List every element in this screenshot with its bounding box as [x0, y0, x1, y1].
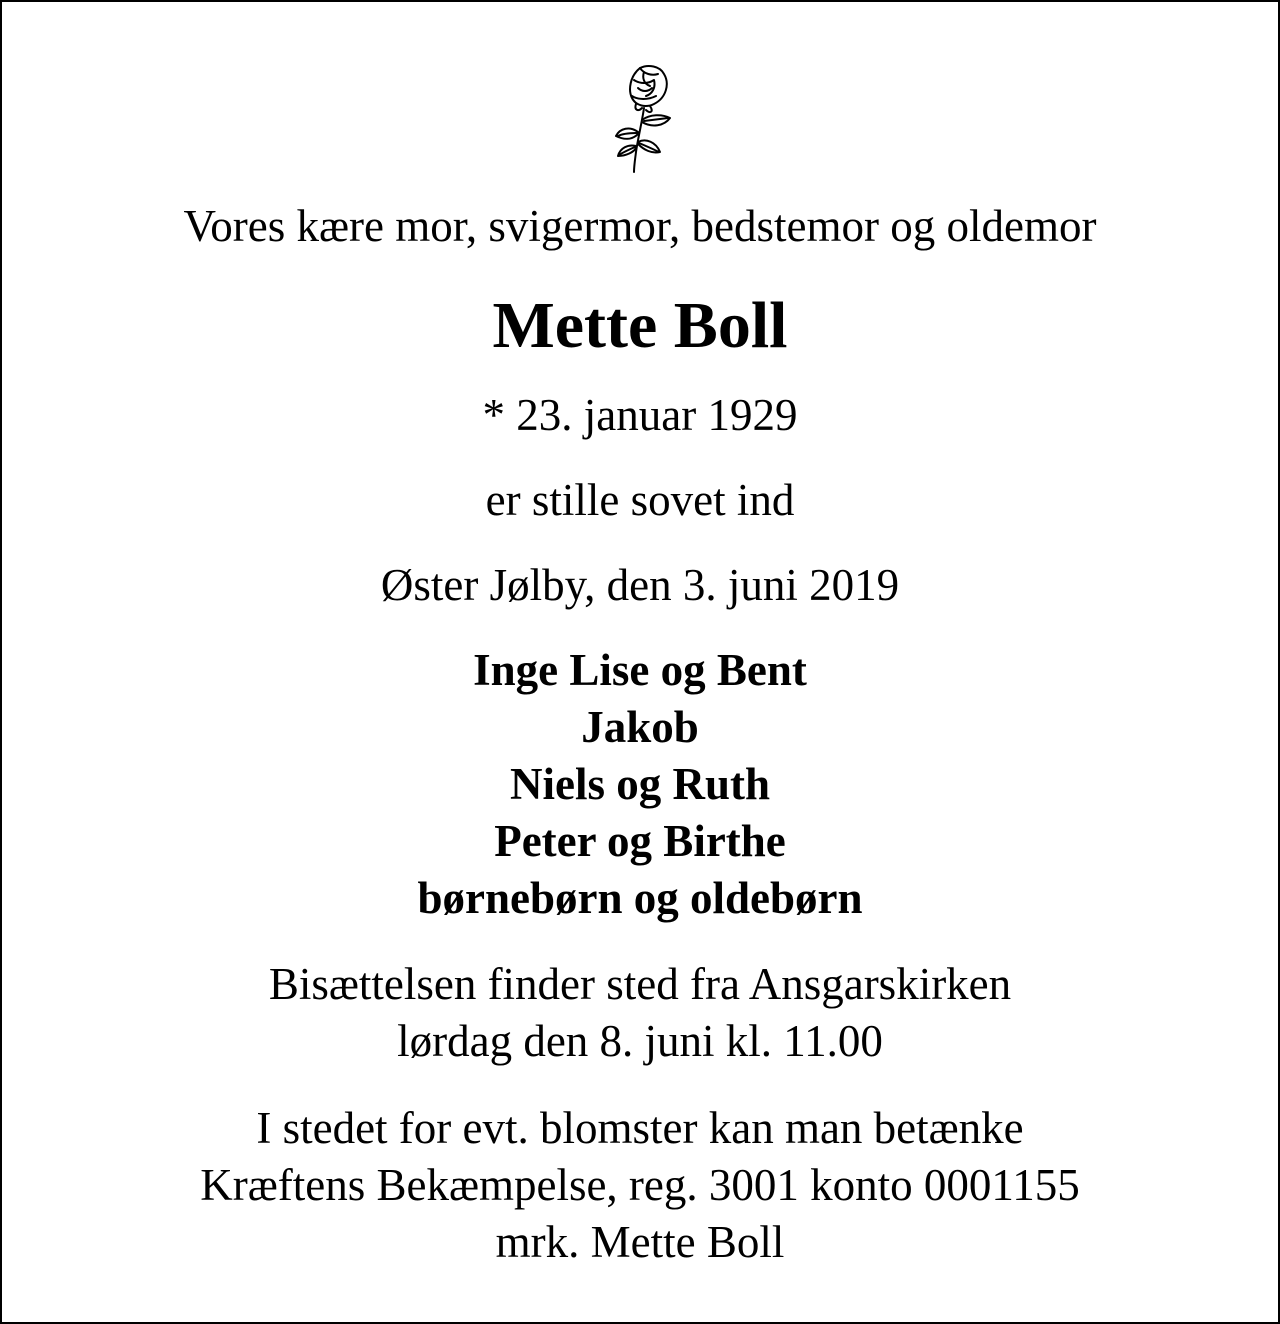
- family-member: Inge Lise og Bent: [473, 645, 807, 695]
- family-member: Jakob: [581, 702, 699, 752]
- intro-text: Vores kære mor, svigermor, bedstemor og oldemor: [183, 201, 1097, 251]
- donation-line: I stedet for evt. blomster kan man betænke: [256, 1103, 1024, 1153]
- birth-date: * 23. januar 1929: [482, 390, 798, 440]
- rose-icon: [604, 62, 680, 174]
- deceased-name: Mette Boll: [492, 289, 788, 362]
- donation-line: mrk. Mette Boll: [495, 1217, 785, 1267]
- funeral-info: [2, 956, 1278, 1070]
- donation-line: Kræftens Bekæmpelse, reg. 3001 konto 0001155: [200, 1160, 1080, 1210]
- funeral-line: lørdag den 8. juni kl. 11.00: [397, 1016, 883, 1066]
- family-list: [2, 642, 1278, 927]
- funeral-line: Bisættelsen finder sted fra Ansgarskirken: [268, 959, 1012, 1009]
- donation-info: [2, 1100, 1278, 1271]
- family-member: Peter og Birthe: [494, 816, 786, 866]
- family-member: Niels og Ruth: [509, 759, 771, 809]
- family-member: børnebørn og oldebørn: [417, 873, 863, 923]
- place-and-date: Øster Jølby, den 3. juni 2019: [380, 560, 900, 610]
- passed-text: er stille sovet ind: [485, 475, 795, 525]
